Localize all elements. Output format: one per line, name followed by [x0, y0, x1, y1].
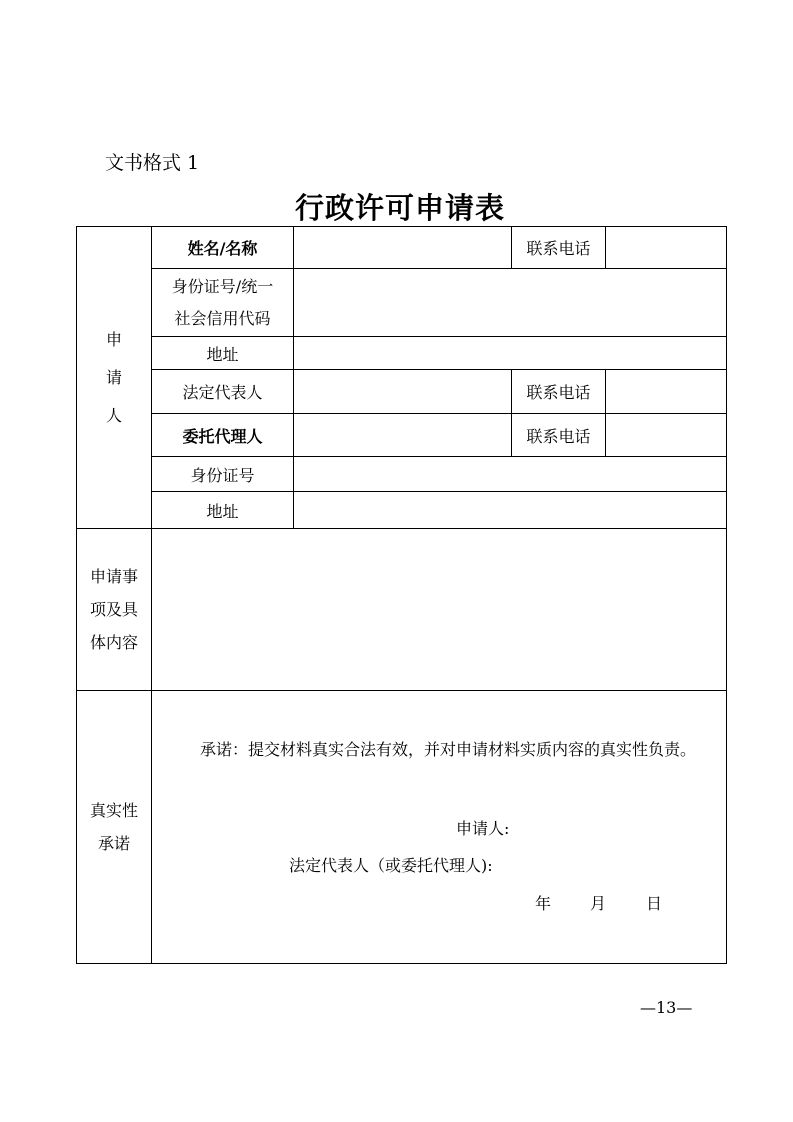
date-year: 年: [535, 894, 552, 913]
id-code-label: 身份证号/统一 社会信用代码: [152, 269, 294, 337]
name-field[interactable]: [294, 227, 512, 269]
agent-phone-label: 联系电话: [512, 414, 606, 457]
applicant-signature-label: 申请人:: [456, 819, 510, 838]
legal-rep-label: 法定代表人: [152, 370, 294, 414]
pledge-cell: [152, 691, 727, 964]
matter-field[interactable]: [152, 529, 727, 691]
form-title: 行政许可申请表: [294, 191, 505, 225]
page-number: —13—: [640, 998, 693, 1017]
pledge-label: 真实性 承诺: [77, 691, 152, 964]
agent-phone-field[interactable]: [606, 414, 727, 457]
matter-label: 申请事 项及具 体内容: [77, 529, 152, 691]
legal-rep-phone-field[interactable]: [606, 370, 727, 414]
phone-label: 联系电话: [512, 227, 606, 269]
id-code-field[interactable]: [294, 269, 727, 337]
rep-signature-label: 法定代表人（或委托代理人):: [289, 856, 493, 875]
application-form-table: [76, 226, 727, 964]
legal-rep-field[interactable]: [294, 370, 512, 414]
address-label: 地址: [152, 337, 294, 370]
document-format-label: 文书格式 1: [105, 152, 200, 174]
date-day: 日: [646, 894, 663, 913]
agent-id-label: 身份证号: [152, 457, 294, 492]
date-month: 月: [590, 894, 607, 913]
agent-address-label: 地址: [152, 492, 294, 529]
applicant-section-label: 申 请 人: [77, 227, 152, 529]
agent-label: 委托代理人: [152, 414, 294, 457]
name-label: 姓名/名称: [152, 227, 294, 269]
legal-rep-phone-label: 联系电话: [512, 370, 606, 414]
pledge-text: 承诺：提交材料真实合法有效，并对申请材料实质内容的真实性负责。: [200, 740, 697, 759]
phone-field[interactable]: [606, 227, 727, 269]
agent-id-field[interactable]: [294, 457, 727, 492]
address-field[interactable]: [294, 337, 727, 370]
agent-address-field[interactable]: [294, 492, 727, 529]
agent-field[interactable]: [294, 414, 512, 457]
